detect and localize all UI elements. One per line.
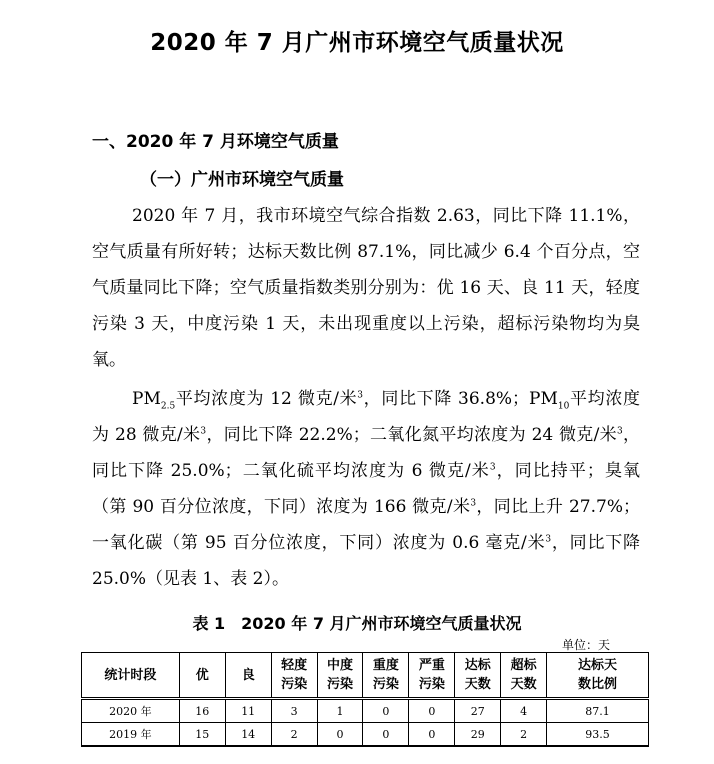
table-row <box>82 723 649 747</box>
cell-ratio: 93.5 <box>547 723 649 747</box>
text-segment: ，同比下降 36.8%； <box>363 389 530 409</box>
cubic-superscript: 3 <box>616 426 623 437</box>
cell-good: 11 <box>225 699 271 723</box>
header-heavy-pollution: 重度 污染 <box>363 653 409 699</box>
cell-exceed: 2 <box>501 723 547 747</box>
table-caption: 表 1 2020 年 7 月广州市环境空气质量状况 <box>192 614 522 633</box>
cell-light: 2 <box>271 723 317 747</box>
pm10-subscript: 10 <box>557 401 570 412</box>
cell-severe: 0 <box>409 723 455 747</box>
text-segment: ，同比下降 25.0%（见表 1、表 2）。 <box>92 533 641 589</box>
text-segment: 平均浓度为 28 微克/米 <box>92 389 640 445</box>
cubic-superscript: 3 <box>357 390 364 401</box>
cell-period: 2020 年 <box>82 699 180 723</box>
header-period: 统计时段 <box>82 653 180 699</box>
cubic-superscript: 3 <box>470 498 477 509</box>
air-quality-table <box>81 652 649 747</box>
cell-excellent: 15 <box>179 723 225 747</box>
cubic-superscript: 3 <box>545 534 552 545</box>
summary-paragraph: 2020 年 7 月，我市环境空气综合指数 2.63，同比下降 11.1%，空气质量有所好转；达标天数比例 87.1%，同比减少 6.4 个百分点，空气质量同比下降；空气质量指数类别分别为：优 16 天、良 11 天，轻度污染 3 天，中度污染 1 天，未出现重度以上污染，超标污染物均为臭氧。 <box>92 206 640 370</box>
header-excellent: 优 <box>179 653 225 699</box>
cell-moderate: 1 <box>317 699 363 723</box>
pm25-label: PM <box>132 389 161 409</box>
header-good: 良 <box>225 653 271 699</box>
header-exceed-days: 超标 天数 <box>501 653 547 699</box>
text-segment: ，同比上升 27.7%；一氧化碳（第 95 百分位浓度，下同）浓度为 0.6 毫克/米 <box>92 497 640 553</box>
header-compliance-ratio: 达标天 数比例 <box>547 653 649 699</box>
page-title: 2020 年 7 月广州市环境空气质量状况 <box>150 30 564 56</box>
cell-ratio: 87.1 <box>547 699 649 723</box>
text-segment: ，同比持平；臭氧（第 90 百分位浓度，下同）浓度为 166 微克/米 <box>92 461 641 517</box>
cell-compliant: 29 <box>455 723 501 747</box>
section-heading: 一、2020 年 7 月环境空气质量 <box>92 132 339 152</box>
pm10-label: PM <box>529 389 558 409</box>
text-segment: 平均浓度为 12 微克/米 <box>175 389 358 409</box>
cubic-superscript: 3 <box>200 426 207 437</box>
pm25-subscript: 2.5 <box>160 401 176 412</box>
cell-good: 14 <box>225 723 271 747</box>
subsection-heading: （一）广州市环境空气质量 <box>140 170 344 190</box>
pollutant-paragraph <box>92 381 640 597</box>
header-compliant-days: 达标 天数 <box>455 653 501 699</box>
header-severe-pollution: 严重 污染 <box>409 653 455 699</box>
cell-moderate: 0 <box>317 723 363 747</box>
cell-heavy: 0 <box>363 723 409 747</box>
header-moderate-pollution: 中度 污染 <box>317 653 363 699</box>
text-segment: ，同比下降 22.2%；二氧化氮平均浓度为 24 微克/米 <box>206 425 617 445</box>
cell-excellent: 16 <box>179 699 225 723</box>
cell-period: 2019 年 <box>82 723 180 747</box>
cell-compliant: 27 <box>455 699 501 723</box>
table-unit: 单位：天 <box>562 638 611 652</box>
cell-heavy: 0 <box>363 699 409 723</box>
cubic-superscript: 3 <box>489 462 496 473</box>
cell-severe: 0 <box>409 699 455 723</box>
header-light-pollution: 轻度 污染 <box>271 653 317 699</box>
table-header-row <box>82 653 649 699</box>
text-segment: ，同比下降 25.0%；二氧化硫平均浓度为 6 微克/米 <box>92 425 641 481</box>
cell-light: 3 <box>271 699 317 723</box>
table-row <box>82 699 649 723</box>
cell-exceed: 4 <box>501 699 547 723</box>
